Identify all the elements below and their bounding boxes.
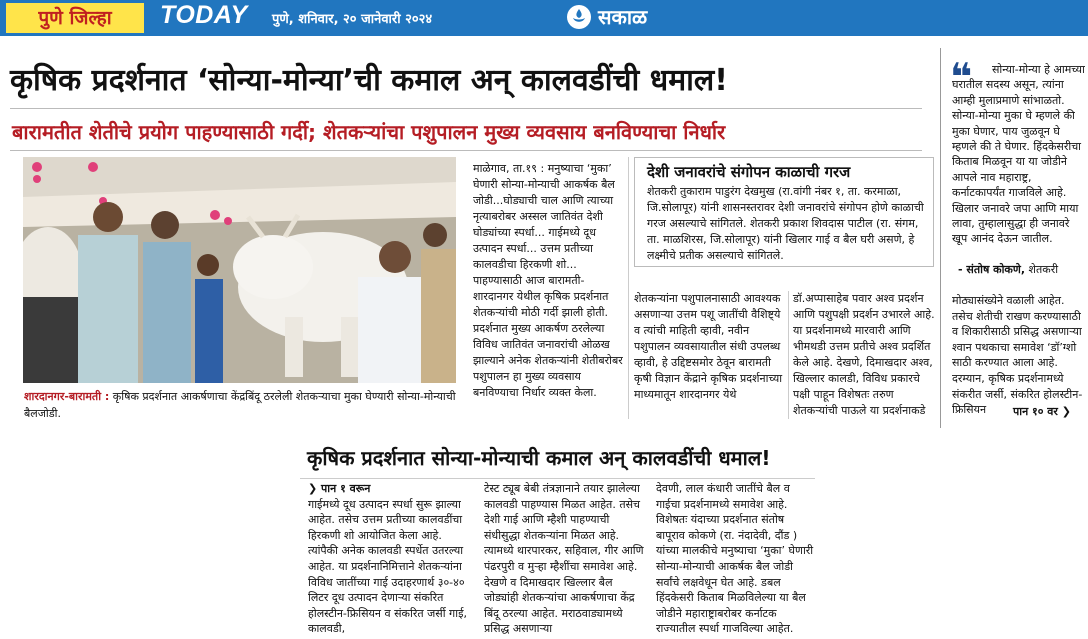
article-column-2: शेतकऱ्यांना पशुपालनासाठी आवश्यक असणाऱ्या उत्तम पशू जातींची वैशिष्ट्ये व त्यांची माहिती व्हावी, नवीन पशुपालन व्यवसायातील संधी उपलब्ध व्हावी, हे उद्दिष्टसमोर ठेवून बारामती कृषी विज्ञान केंद्राने कृषिक प्रदर्शनाच्या माध्यमातून शारदानगर येथे bbox=[634, 292, 783, 401]
continuation-col1-text: गाईमध्ये दूध उत्पादन स्पर्धा सुरू झाल्या आहेत. तसेच उत्तम प्रतीच्या कालवडींचा हिरकणी शो आयोजित केला आहे. त्यांपैकी अनेक कालवडी स्पर्धेत उतरल्या आहेत. या प्रदर्शनानिमित्ताने शेतकऱ्यांना विविध जातींच्या गाई उदाहरणार्थ ३०-४० लिटर दूध उत्पादन देणाऱ्या संकरित होलस्टीन-फ्रिसियन व संकरित जर्सी गाई, कालवडी, bbox=[308, 497, 467, 636]
box-body: शेतकरी तुकाराम पाडुरंग देखमुख (रा.वांगी नंबर १, ता. करमाळा, जि.सोलापूर) यांनी शासनस्तरावर देशी जनावरांचे संगोपन होणे काळाची गरज असल्याचे सांगितले. शेतकरी प्रकाश शिवदास पाटील (रा. संगम, ता. माळशिरस, जि.सोलापूर) यांनी खिलार गाई व बैल घरी असणे, हे लक्ष्मीचे प्रतीक असल्याचे सांगितले. bbox=[647, 185, 924, 262]
article-column-3: डॉ.अप्पासाहेब पवार अश्व प्रदर्शन आणि पशुपक्षी प्रदर्शन उभारले आहे. या प्रदर्शनामध्ये मारवारी आणि भीमथडी उत्तम प्रतीचे अश्व प्रदर्शित केले आहे. देखणे, दिमाखदार अश्व, खिल्लार कालडी, विविध प्रकारचे पक्षी पाहून विशेषतः तरुण शेतकऱ्यांची पाऊले या प्रदर्शनाकडे bbox=[793, 292, 935, 417]
column-divider bbox=[788, 291, 789, 419]
photo-caption bbox=[24, 388, 456, 422]
box-title: देशी जनावरांचे संगोपन काळाची गरज bbox=[647, 163, 851, 181]
quote-author-name: - संतोष कोकणे, bbox=[958, 263, 1026, 276]
column-divider bbox=[628, 157, 629, 419]
subheadline: बारामतीत शेतीचे प्रयोग पाहण्यासाठी गर्दी; शेतकऱ्यांचा पशुपालन मुख्य व्यवसाय बनविण्याचा निर्धार bbox=[12, 120, 726, 144]
continued-from-label: ❯ पान १ वरून bbox=[308, 482, 371, 495]
continuation-column-3: देवणी, लाल कंधारी जातींचे बैल व गाईचा प्रदर्शनामध्ये समावेश आहे. विशेषतः यंदाच्या प्रदर्शनात संतोष बापूराव कोकणे (रा. नंदादेवी, दौंड ) यांच्या मालकीचे मनुष्याचा ‘मुका’ घेणारी सोन्या-मोन्याची आकर्षक बैल जोडी सर्वांचे लक्षवेधून घेत आहे. डबल हिंदकेसरी किताब मिळविलेल्या या बैल जोडीने महाराष्ट्राबरोबर कर्नाटक राज्यातील स्पर्धा गाजविल्या आहेत. bbox=[656, 482, 814, 636]
continuation-column-1 bbox=[308, 481, 468, 637]
divider bbox=[10, 150, 922, 151]
section-label: पुणे जिल्हा bbox=[6, 3, 144, 33]
divider bbox=[10, 108, 922, 109]
sakal-logo-icon bbox=[567, 5, 591, 29]
news-photo bbox=[23, 157, 456, 383]
continuation-column-2: टेस्ट ट्यूब बेबी तंत्रज्ञानाने तयार झालेल्या कालवडी पाहण्यास मिळत आहेत. तसेच देशी गाई आणि म्हैशी पाहण्याची संधीसुद्धा शेतकऱ्यांना मिळत आहे. त्यामध्ये थारपारकर, सहिवाल, गीर आणि पंढरपुरी व मुऱ्हा म्हैशींचा समावेश आहे. देखणे व दिमाखदार खिल्लार बैल जोड्यांही शेतकऱ्यांचा आकर्षणाचा केंद्र बिंदू ठरल्या आहेत. मराठवाड्यामध्ये प्रसिद्ध असणाऱ्या bbox=[484, 482, 644, 636]
quote-icon: ❝ bbox=[950, 55, 973, 99]
quote-author-role: शेतकरी bbox=[1028, 263, 1059, 276]
pull-quote: सोन्या-मोन्या हे आमच्या घरातील सदस्य असून, त्यांना आम्ही मुलाप्रमाणे सांभाळतो. सोन्या-मोन्या मुका घे म्हणले की मुका घेणार, पाय जुळवून घे म्हणले की ते घेणार. हिंदकेसरीचा किताब मिळवून या या जोडीने आपले नाव महाराष्ट्र, कर्नाटकापर्यंत गाजविले आहे. खिलार जनावरे जपा आणि माया लावा, तुम्हालासुद्धा ही जनावरे खूप आनंद देऊन जातील. bbox=[952, 63, 1085, 246]
today-label: TODAY bbox=[160, 1, 248, 29]
caption-place: शारदानगर-बारामती : bbox=[24, 390, 110, 403]
sidebar-box bbox=[634, 157, 934, 267]
quote-author bbox=[958, 262, 1058, 277]
continued-on-link[interactable]: पान १० वर ❯ bbox=[1013, 405, 1071, 418]
page-headline: कृषिक प्रदर्शनात ‘सोन्या-मोन्या’ची कमाल अन् कालवडींची धमाल! bbox=[10, 63, 728, 98]
continuation-headline: कृषिक प्रदर्शनात सोन्या-मोन्याची कमाल अन् कालवडींची धमाल! bbox=[307, 446, 771, 470]
article-column-4: मोठ्यासंख्येने वळाली आहेत. तसेच शेतीची राखण करण्यासाठी व शिकारीसाठी प्रसिद्ध असणाऱ्या श्वान पथकाचा समावेश ‘डॉ’ग्शो साठी करण्यात आला आहे. दरम्यान, कृषिक प्रदर्शनामध्ये संकरीत जर्सी, संकरित होलस्टीन-फ्रिसियन bbox=[952, 294, 1083, 417]
divider bbox=[300, 478, 815, 479]
caption-text: कृषिक प्रदर्शनात आकर्षणाचा केंद्रबिंदू ठरलेली शेतकऱ्याचा मुका घेण्यारी सोन्या-मोन्याची बैलजोडी. bbox=[24, 390, 456, 420]
dateline: पुणे, शनिवार, २० जानेवारी २०२४ bbox=[272, 12, 433, 27]
column-divider bbox=[940, 48, 941, 428]
article-column-1: माळेगाव, ता.१९ : मनुष्याचा ‘मुका’ घेणारी सोन्या-मोन्याची आकर्षक बैल जोडी...घोड्याची चाल आणि त्याच्या नृत्याबरोबर अस्सल जातिवंत देशी घोड्यांच्या स्पर्धा... गाईमध्ये दूध उत्पादन स्पर्धा... उत्तम प्रतीच्या कालवडीचा हिरकणी शो... पाहण्यासाठी आज बारामती-शारदानगर येथील कृषिक प्रदर्शनात शेतकऱ्यांची मोठी गर्दी झाली होती. प्रदर्शनात मुख्य आकर्षण ठरलेल्या विविध जातिवंत जनावरांची ओळख झाल्याने अनेक शेतकऱ्यांनी शेतीबरोबर पशुपालन हा मुख्य व्यवसाय बनविण्याचा निर्धार व्यक्त केला. bbox=[473, 162, 623, 399]
newspaper-logo-text: सकाळ bbox=[598, 5, 648, 29]
